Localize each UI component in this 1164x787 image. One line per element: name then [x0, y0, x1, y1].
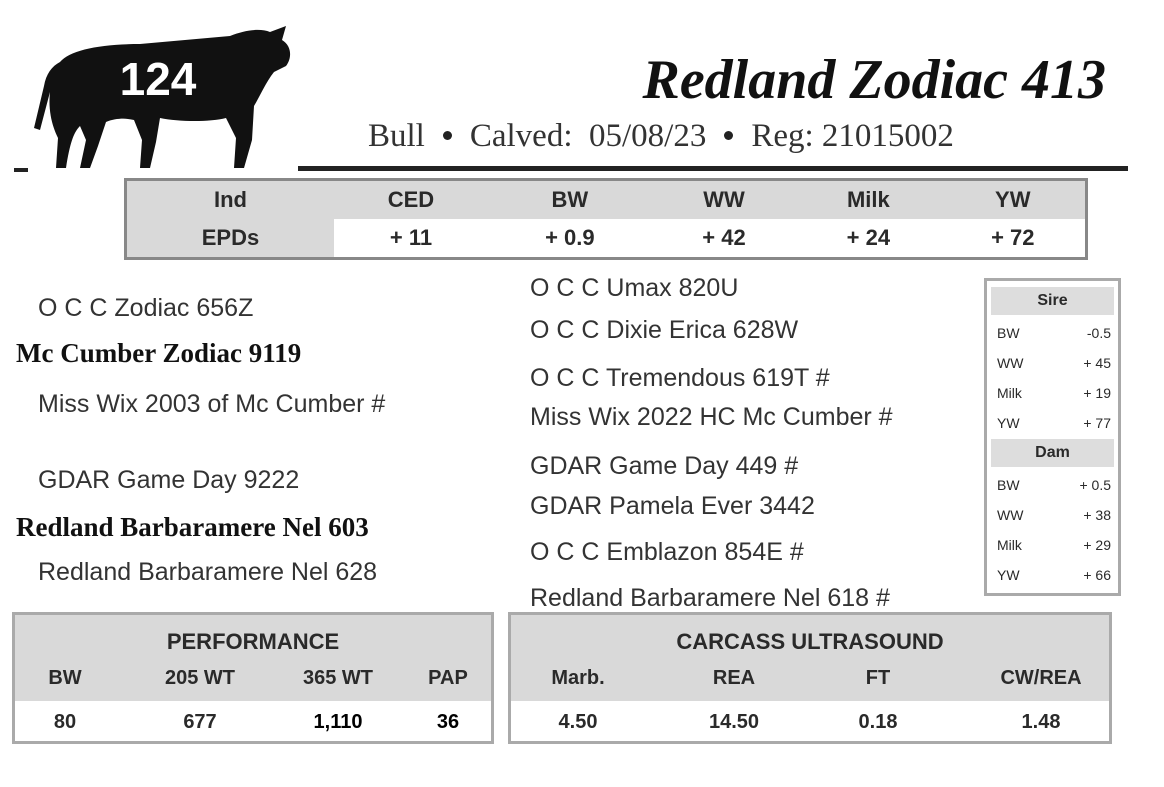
- carcass-header: CW/REA: [1000, 667, 1082, 689]
- pedigree-ancestor: Redland Barbaramere Nel 618 #: [530, 584, 890, 612]
- carcass-value: 14.50: [708, 711, 760, 733]
- calved-label: Calved:: [469, 118, 573, 154]
- epd-table: [124, 178, 1088, 260]
- epd-value: -0.5: [1086, 325, 1111, 341]
- epd-header: Milk: [846, 187, 890, 212]
- epd-value: + 45: [1083, 355, 1111, 371]
- parent-epd-box: [984, 278, 1121, 596]
- pedigree-ancestor: GDAR Game Day 449 #: [530, 452, 799, 480]
- epd-value: + 0.5: [1079, 477, 1111, 493]
- bullet-icon: [724, 131, 733, 140]
- epd-value-label: EPDs: [127, 219, 334, 257]
- pedigree-dam-sire: GDAR Game Day 9222: [38, 466, 300, 494]
- epd-value: + 29: [1083, 537, 1111, 553]
- carcass-header: FT: [865, 667, 891, 689]
- epd-key: Milk: [997, 385, 1022, 401]
- epd-key: BW: [997, 325, 1020, 341]
- epd-key: WW: [997, 507, 1024, 523]
- performance-header: PAP: [428, 667, 468, 689]
- carcass-title: CARCASS ULTRASOUND: [676, 629, 944, 654]
- pedigree-ancestor: O C C Dixie Erica 628W: [530, 316, 799, 344]
- epd-value: + 24: [796, 219, 940, 257]
- pedigree-ancestor: O C C Umax 820U: [530, 274, 739, 302]
- epd-value: + 11: [334, 219, 488, 257]
- epd-value: + 72: [941, 219, 1085, 257]
- epd-header: WW: [703, 187, 745, 212]
- pedigree-dam: Redland Barbaramere Nel 603: [16, 512, 369, 542]
- pedigree-sire: Mc Cumber Zodiac 9119: [16, 338, 302, 368]
- pedigree-sire-sire: O C C Zodiac 656Z: [38, 294, 254, 322]
- epd-header: CED: [387, 187, 435, 212]
- sex-label: Bull: [368, 118, 425, 154]
- carcass-value: 0.18: [858, 711, 898, 733]
- sire-epd-title: Sire: [991, 287, 1114, 315]
- performance-value: 80: [53, 711, 77, 733]
- epd-header: BW: [551, 187, 589, 212]
- lot-number: 124: [119, 53, 197, 105]
- pedigree-ancestor: O C C Emblazon 854E #: [530, 538, 804, 566]
- divider: [14, 168, 28, 172]
- pedigree-dam-dam: Redland Barbaramere Nel 628: [38, 558, 378, 586]
- performance-value: 36: [436, 711, 460, 733]
- epd-value: + 0.9: [488, 219, 652, 257]
- performance-header: 205 WT: [164, 667, 236, 689]
- epd-key: WW: [997, 355, 1024, 371]
- epd-key: YW: [997, 415, 1020, 431]
- pedigree-ancestor: Miss Wix 2022 HC Mc Cumber #: [530, 403, 893, 431]
- carcass-header: REA: [712, 667, 756, 689]
- registration-number: Reg: 21015002: [751, 118, 954, 154]
- epd-row-label: Ind: [214, 187, 247, 212]
- epd-value: + 42: [652, 219, 796, 257]
- performance-value: 677: [183, 711, 217, 733]
- bullet-icon: [443, 131, 452, 140]
- animal-name: Redland Zodiac 413: [642, 49, 1106, 111]
- pedigree-ancestor: O C C Tremendous 619T #: [530, 364, 830, 392]
- epd-key: Milk: [997, 537, 1022, 553]
- epd-key: YW: [997, 567, 1020, 583]
- epd-value: + 38: [1083, 507, 1111, 523]
- animal-info-line: [368, 118, 954, 155]
- performance-title: PERFORMANCE: [166, 629, 340, 654]
- calved-date: 05/08/23: [589, 118, 707, 154]
- dam-epd-title: Dam: [991, 439, 1114, 467]
- epd-value: + 66: [1083, 567, 1111, 583]
- carcass-header: Marb.: [551, 667, 605, 689]
- performance-header: 365 WT: [302, 667, 374, 689]
- header-rule: [298, 166, 1128, 171]
- pedigree-ancestor: GDAR Pamela Ever 3442: [530, 492, 815, 520]
- performance-value: 1,110: [313, 711, 363, 733]
- epd-value: + 19: [1083, 385, 1111, 401]
- epd-value: + 77: [1083, 415, 1111, 431]
- carcass-panel: [508, 612, 1112, 744]
- carcass-value: 1.48: [1021, 711, 1061, 733]
- pedigree-sire-dam: Miss Wix 2003 of Mc Cumber #: [38, 390, 386, 418]
- epd-header: YW: [995, 187, 1031, 212]
- carcass-value: 4.50: [558, 711, 598, 733]
- epd-key: BW: [997, 477, 1020, 493]
- performance-panel: [12, 612, 494, 744]
- performance-header: BW: [48, 667, 82, 689]
